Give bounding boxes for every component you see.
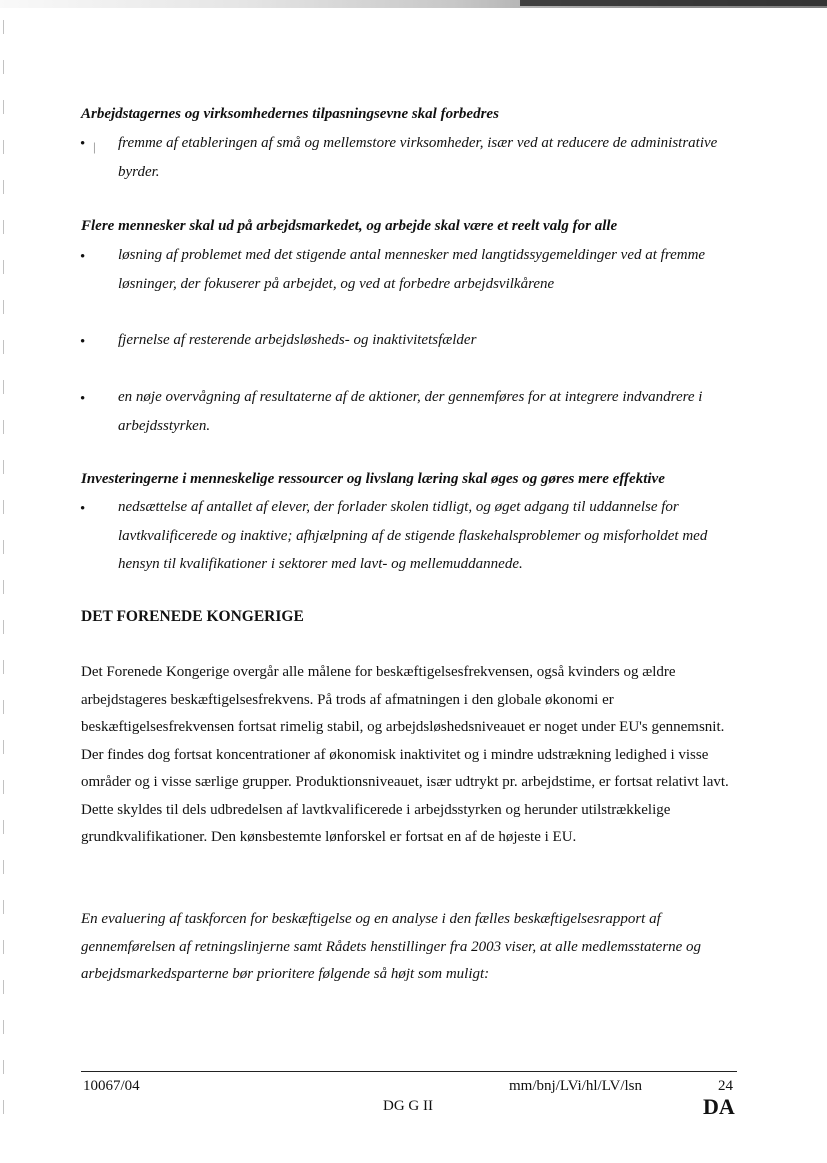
scan-edge-top-bar xyxy=(520,0,827,6)
section-paragraph-2: En evaluering af taskforcen for beskæftigelse og en analyse i den fælles beskæftigelsesrapport af gennemførelsen af retningslinjerne samt Rådets henstillinger fra 2003 viser, at alle medlemsstaterne og arbejdsmarkedsparterne bør prioritere følgende så højt som muligt: xyxy=(81,911,702,982)
bullet-icon: • xyxy=(80,136,86,152)
scan-bar-mark: | xyxy=(93,139,96,154)
bullet-icon: • xyxy=(80,501,86,517)
bullet-icon: • xyxy=(80,334,86,350)
bullet-icon: • xyxy=(80,391,86,407)
block2-item-3: en nøje overvågning af resultaterne af de aktioner, der gennemføres for at integrere indvandrere i arbejdsstyrken. xyxy=(118,389,703,434)
footer-language: DA xyxy=(703,1094,735,1119)
block2-heading: Flere mennesker skal ud på arbejdsmarkedet, og arbejde skal være et reelt valg for alle xyxy=(81,218,618,234)
block2-item-1: løsning af problemet med det stigende antal mennesker med langtidssygemeldinger ved at fremme løsninger, der fokuserer på arbejdet, og ved at forbedre arbejdsvilkårene xyxy=(118,247,706,292)
section-title: DET FORENEDE KONGERIGE xyxy=(81,608,304,625)
scan-edge-left xyxy=(3,20,4,1140)
block1-item-1: fremme af etableringen af små og mellemstore virksomheder, især ved at reducere de administrative byrder. xyxy=(118,135,718,180)
footer-reference: mm/bnj/LVi/hl/LV/lsn xyxy=(509,1078,643,1094)
block2-item-2: fjernelse af resterende arbejdsløsheds- og inaktivitetsfælder xyxy=(118,332,477,348)
footer-doc-number: 10067/04 xyxy=(83,1078,140,1094)
section-paragraph-1: Det Forenede Kongerige overgår alle målene for beskæftigelsesfrekvensen, også kvinders og ældre arbejdstageres beskæftigelsesfrekvens. På trods af afmatningen i den globale økonomi er beskæftigelsesfrekvensen fortsat rimelig stabil, og arbejdsløshedsniveauet er noget under EU's gennemsnit. Der findes dog fortsat koncentrationer af økonomisk inaktivitet og i mindre udstrækning ledighed i visse områder og i visse særlige grupper. Produktionsniveauet, især udtrykt pr. arbejdstime, er fortsat relativt lavt. Dette skyldes til dels udbredelsen af lavtkvalificerede i arbejdsstyrken og herunder utilstrækkelige grundkvalifikationer. Den kønsbestemte lønforskel er fortsat en af de højeste i EU. xyxy=(81,664,729,845)
footer-rule xyxy=(81,1071,737,1072)
footer-page-number: 24 xyxy=(718,1078,733,1094)
block1-heading: Arbejdstagernes og virksomhedernes tilpasningsevne skal forbedres xyxy=(81,106,499,122)
block3-heading: Investeringerne i menneskelige ressourcer og livslang læring skal øges og gøres mere effektive xyxy=(81,471,665,487)
bullet-icon: • xyxy=(80,249,86,265)
block3-item-1: nedsættelse af antallet af elever, der forlader skolen tidligt, og øget adgang til uddannelse for lavtkvalificerede og inaktive; afhjælpning af de stigende flaskehalsproblemer og misforholdet med hensyn til kvalifikationer i sektorer med lavt- og mellemuddannede. xyxy=(118,499,708,572)
footer-directorate: DG G II xyxy=(383,1098,433,1114)
